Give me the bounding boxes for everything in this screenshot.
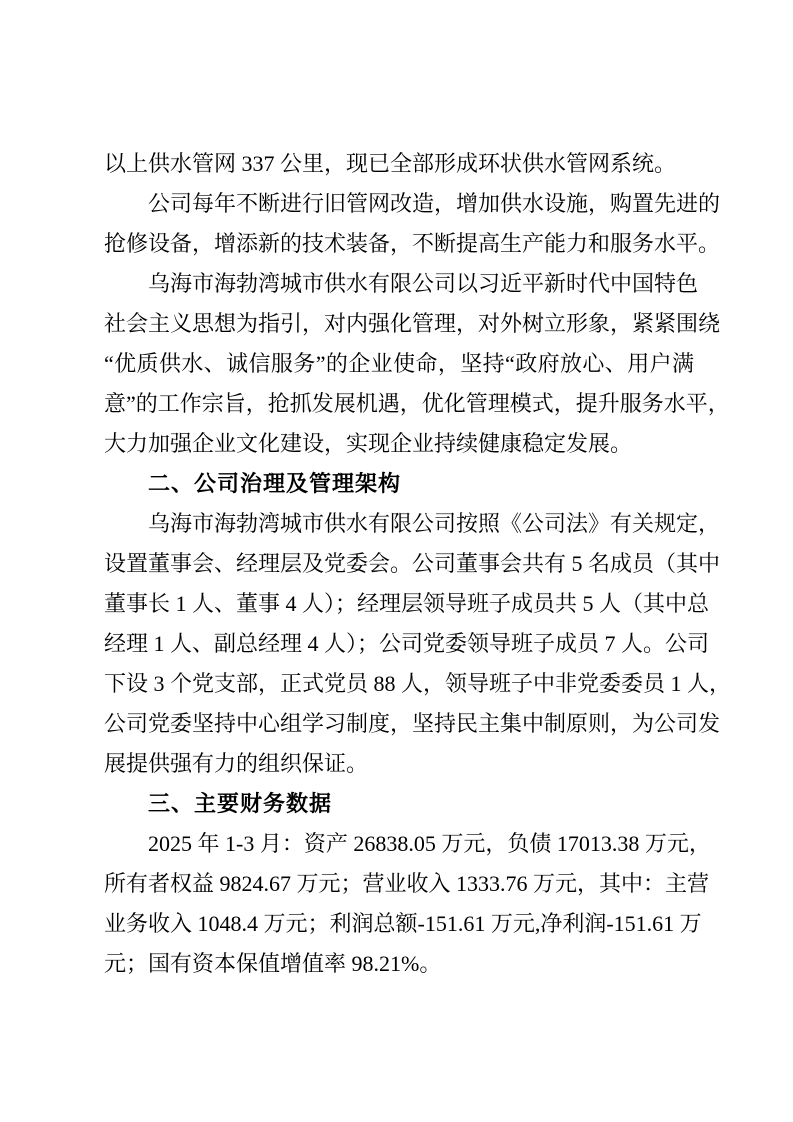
- body-text-line: 抢修设备，增添新的技术装备，不断提高生产能力和服务水平。: [104, 231, 721, 256]
- body-text-line: 乌海市海勃湾城市供水有限公司以习近平新时代中国特色: [148, 271, 699, 296]
- body-text-line: 公司每年不断进行旧管网改造，增加供水设施，购置先进的: [148, 191, 721, 216]
- body-text-line: 下设 3 个党支部，正式党员 88 人，领导班子中非党委委员 1 人，: [104, 671, 732, 696]
- body-text-line: 意”的工作宗旨，抢抓发展机遇，优化管理模式，提升服务水平，: [104, 391, 730, 416]
- body-text-line: “优质供水、诚信服务”的企业使命，坚持“政府放心、用户满: [104, 351, 694, 376]
- body-text-line: 元；国有资本保值增值率 98.21%。: [104, 951, 442, 976]
- body-text-line: 董事长 1 人、董事 4 人）；经理层领导班子成员共 5 人（其中总: [104, 591, 710, 616]
- body-text-line: 所有者权益 9824.67 万元；营业收入 1333.76 万元，其中：主营: [104, 871, 710, 896]
- body-text-line: 大力加强企业文化建设，实现企业持续健康稳定发展。: [104, 431, 633, 456]
- body-text-line: 社会主义思想为指引，对内强化管理，对外树立形象，紧紧围绕: [104, 311, 721, 336]
- document-text-block: [104, 144, 732, 984]
- body-text-line: 展提供强有力的组织保证。: [104, 751, 369, 776]
- body-text-line: 业务收入 1048.4 万元；利润总额-151.61 万元,净利润-151.61 万: [104, 911, 702, 936]
- body-text-line: 以上供水管网 337 公里，现已全部形成环状供水管网系统。: [104, 151, 677, 176]
- body-text-line: 乌海市海勃湾城市供水有限公司按照《公司法》有关规定，: [148, 511, 721, 536]
- body-text-line: 经理 1 人、副总经理 4 人）；公司党委领导班子成员 7 人。公司: [104, 631, 710, 656]
- section-heading: 二、公司治理及管理架构: [148, 471, 402, 496]
- body-text-line: 设置董事会、经理层及党委会。公司董事会共有 5 名成员（其中: [104, 551, 721, 576]
- body-text-line: 公司党委坚持中心组学习制度，坚持民主集中制原则，为公司发: [104, 711, 721, 736]
- section-heading: 三、主要财务数据: [148, 791, 333, 816]
- body-text-line: 2025 年 1-3 月：资产 26838.05 万元，负债 17013.38 万元，: [148, 831, 711, 856]
